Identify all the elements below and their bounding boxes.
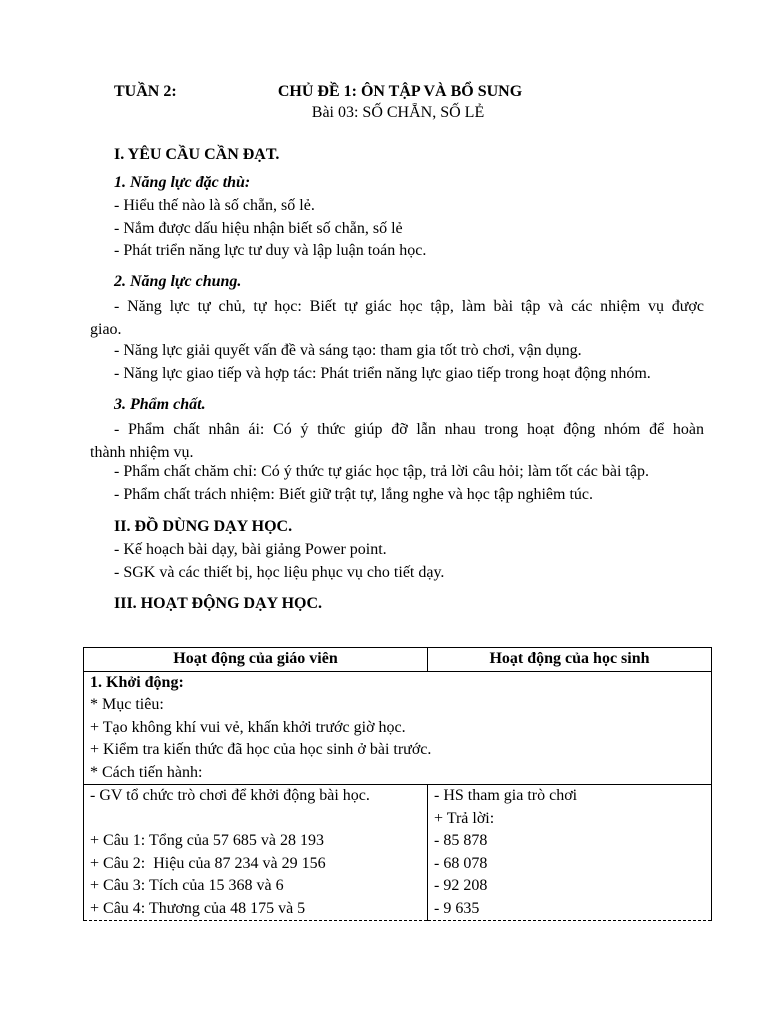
teacher-line: + Câu 1: Tổng của 57 685 và 28 193 bbox=[90, 832, 325, 849]
sub1-line-3: - Phát triển năng lực tư duy và lập luận toán học. bbox=[114, 242, 427, 259]
teacher-line: + Câu 3: Tích của 15 368 và 6 bbox=[90, 877, 284, 894]
header-student: Hoạt động của học sinh bbox=[428, 648, 712, 672]
teacher-cell bbox=[84, 785, 428, 921]
section2-line-1: - Kế hoạch bài dạy, bài giảng Power point. bbox=[114, 541, 387, 558]
student-line: - 9 635 bbox=[434, 899, 480, 917]
sub3-line-1a: - Phẩm chất nhân ái: Có ý thức giúp đỡ lẫn nhau trong hoạt động nhóm để hoàn bbox=[114, 421, 704, 438]
sub2-line-1a: - Năng lực tự chủ, tự học: Biết tự giác học tập, làm bài tập và các nhiệm vụ được bbox=[114, 298, 704, 315]
sub2-line-3: - Năng lực giao tiếp và hợp tác: Phát triển năng lực giao tiếp trong hoạt động nhóm. bbox=[114, 365, 651, 382]
warmup-row bbox=[84, 671, 712, 785]
teacher-line: + Câu 2: Hiệu của 87 234 và 29 156 bbox=[90, 854, 326, 872]
section2-title: II. ĐỒ DÙNG DẠY HỌC. bbox=[114, 518, 293, 535]
student-line: - 68 078 bbox=[434, 854, 488, 872]
header-teacher: Hoạt động của giáo viên bbox=[84, 648, 428, 672]
warmup-line: + Tạo không khí vui vẻ, khấn khởi trước giờ học. bbox=[90, 718, 406, 736]
student-line: - 85 878 bbox=[434, 832, 488, 849]
topic-title: CHỦ ĐỀ 1: ÔN TẬP VÀ BỔ SUNG bbox=[277, 83, 523, 100]
game-row bbox=[84, 785, 712, 921]
section1-title: I. YÊU CẦU CẦN ĐẠT. bbox=[114, 146, 280, 163]
activities-table bbox=[83, 647, 712, 921]
sub1-title: 1. Năng lực đặc thù: bbox=[114, 174, 251, 191]
sub1-line-2: - Nắm được dấu hiệu nhận biết số chẵn, số lẻ bbox=[114, 220, 403, 237]
warmup-line: * Cách tiến hành: bbox=[90, 763, 203, 781]
teacher-line bbox=[90, 808, 421, 831]
sub1-line-1: - Hiểu thế nào là số chẵn, số lẻ. bbox=[114, 197, 315, 214]
sub3-line-2: - Phẩm chất chăm chỉ: Có ý thức tự giác học tập, trả lời câu hỏi; làm tốt các bài tập. bbox=[114, 463, 649, 480]
student-line: - 92 208 bbox=[434, 877, 488, 894]
student-line: - HS tham gia trò chơi bbox=[434, 787, 578, 804]
section3-title: III. HOẠT ĐỘNG DẠY HỌC. bbox=[114, 595, 323, 612]
week-label: TUẦN 2: bbox=[114, 83, 177, 100]
warmup-cell bbox=[84, 671, 712, 785]
teacher-line: - GV tổ chức trò chơi để khởi động bài học. bbox=[90, 787, 370, 804]
student-cell bbox=[428, 785, 712, 921]
section2-line-2: - SGK và các thiết bị, học liệu phục vụ cho tiết dạy. bbox=[114, 564, 445, 581]
warmup-title: 1. Khởi động: bbox=[90, 673, 184, 691]
warmup-line: + Kiểm tra kiến thức đã học của học sinh ở bài trước. bbox=[90, 741, 432, 758]
teacher-line: + Câu 4: Thương của 48 175 và 5 bbox=[90, 899, 306, 917]
table-header-row bbox=[84, 648, 712, 672]
sub2-line-2: - Năng lực giải quyết vấn đề và sáng tạo: tham gia tốt trò chơi, vận dụng. bbox=[114, 342, 582, 359]
warmup-line: * Mục tiêu: bbox=[90, 696, 164, 713]
student-line: + Trả lời: bbox=[434, 809, 495, 827]
sub3-line-1b: thành nhiệm vụ. bbox=[90, 444, 194, 461]
sub3-line-3: - Phẩm chất trách nhiệm: Biết giữ trật tự, lắng nghe và học tập nghiêm túc. bbox=[114, 486, 593, 503]
lesson-title: Bài 03: SỐ CHẴN, SỐ LẺ bbox=[311, 104, 485, 121]
sub3-title: 3. Phẩm chất. bbox=[114, 396, 206, 413]
sub2-title: 2. Năng lực chung. bbox=[114, 273, 242, 290]
sub2-line-1b: giao. bbox=[90, 321, 122, 338]
